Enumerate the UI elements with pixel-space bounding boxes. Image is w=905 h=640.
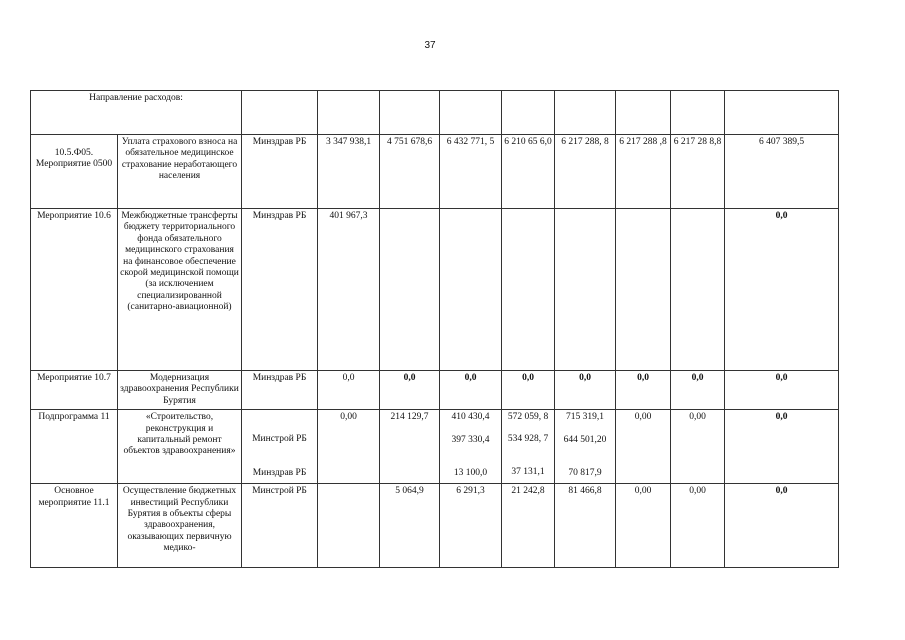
- cell-value: 0,00: [318, 410, 380, 484]
- row-name: Модернизация здравоохранения Республики Бурятия: [118, 371, 242, 410]
- spacer: [442, 446, 499, 457]
- row-id: Мероприятие 10.6: [31, 209, 118, 371]
- header-cell: [242, 91, 318, 135]
- cell-value: 0,0: [725, 209, 839, 371]
- cell-value: 401 967,3: [318, 209, 380, 371]
- cell-value: 0,00: [671, 410, 725, 484]
- header-cell: [555, 91, 616, 135]
- cell-value: 0,0: [318, 371, 380, 410]
- row-responsible: Минздрав РБ: [242, 135, 318, 209]
- cell-value-stack: [502, 410, 555, 484]
- value-minzdrav: 13 100,0: [453, 468, 488, 479]
- cell-value: [502, 209, 555, 371]
- cell-value: 6 407 389,5: [725, 135, 839, 209]
- value-minstroy: 534 928, 7: [507, 434, 549, 445]
- spacer: [557, 446, 613, 457]
- cell-value: 3 347 938,1: [318, 135, 380, 209]
- cell-value: 21 242,8: [502, 484, 555, 568]
- cell-value: 5 064,9: [380, 484, 440, 568]
- cell-value: 0,0: [725, 484, 839, 568]
- cell-value: 0,0: [616, 371, 671, 410]
- cell-value: 6 210 65 6,0: [502, 135, 555, 209]
- spacer: [557, 457, 613, 468]
- value-minzdrav: 37 131,1: [511, 467, 545, 478]
- header-cell: [671, 91, 725, 135]
- header-cell-direction: Направление расходов:: [31, 91, 242, 135]
- cell-value: 0,0: [725, 410, 839, 484]
- table-row: [31, 135, 839, 209]
- header-cell: [440, 91, 502, 135]
- cell-value: [616, 209, 671, 371]
- header-cell: [318, 91, 380, 135]
- row-name: Межбюджетные трансферты бюджету территориального фонда обязательного медицинского страхования на финансовое обеспечение скорой медицинской помощи (за исключением специализированной (санитарно-авиационной): [118, 209, 242, 371]
- cell-value: 0,0: [555, 371, 616, 410]
- cell-value: 81 466,8: [555, 484, 616, 568]
- row-name: «Строительство, реконструкция и капитальный ремонт объектов здравоохранения»: [118, 410, 242, 484]
- cell-value: 4 751 678,6: [380, 135, 440, 209]
- cell-value: [380, 209, 440, 371]
- row-responsible: Минстрой РБ: [242, 484, 318, 568]
- value-total: 715 319,1: [566, 412, 604, 423]
- row-id: Основное мероприятие 11.1: [31, 484, 118, 568]
- cell-value: 214 129,7: [380, 410, 440, 484]
- cell-value: [440, 209, 502, 371]
- value-total: 572 059, 8: [507, 412, 549, 423]
- cell-value: 6 217 288, 8: [555, 135, 616, 209]
- cell-value: 6 217 288 ,8: [616, 135, 671, 209]
- cell-value: [671, 209, 725, 371]
- row-name: Уплата страхового взноса на обязательное медицинское страхование неработающего населения: [118, 135, 242, 209]
- responsible-minzdrav: Минздрав РБ: [252, 467, 307, 478]
- cell-value: 6 432 771, 5: [440, 135, 502, 209]
- row-id: Мероприятие 10.7: [31, 371, 118, 410]
- table-row: [31, 410, 839, 484]
- header-row: [31, 91, 839, 135]
- row-name: Осуществление бюджетных инвестиций Республики Бурятия в объекты сферы здравоохранения, оказывающих первичную медико-: [118, 484, 242, 568]
- spacer: [244, 412, 315, 423]
- value-total: 410 430,4: [451, 412, 490, 423]
- row-responsible: Минздрав РБ: [242, 209, 318, 371]
- budget-table: [30, 90, 839, 568]
- cell-value: 6 291,3: [440, 484, 502, 568]
- row-responsible: Минздрав РБ: [242, 371, 318, 410]
- value-minstroy: 397 330,4: [451, 434, 490, 445]
- cell-value: 0,00: [616, 410, 671, 484]
- cell-value: [318, 484, 380, 568]
- cell-value: 0,0: [440, 371, 502, 410]
- cell-value: 6 217 28 8,8: [671, 135, 725, 209]
- cell-value: 0,00: [671, 484, 725, 568]
- spacer: [442, 457, 499, 468]
- spacer: [557, 424, 613, 435]
- page-number: 37: [424, 40, 436, 51]
- table-row: [31, 484, 839, 568]
- spacer: [244, 457, 315, 468]
- header-cell: [502, 91, 555, 135]
- cell-value: 0,0: [380, 371, 440, 410]
- header-cell: [616, 91, 671, 135]
- cell-value: 0,0: [671, 371, 725, 410]
- row-responsible: [242, 410, 318, 484]
- value-minzdrav: 70 817,9: [568, 468, 602, 479]
- spacer: [442, 424, 499, 435]
- table-row: [31, 209, 839, 371]
- header-cell: [380, 91, 440, 135]
- spacer: [244, 446, 315, 457]
- responsible-minstroy: Минстрой РБ: [252, 434, 307, 445]
- cell-value: [555, 209, 616, 371]
- cell-value: 0,0: [502, 371, 555, 410]
- cell-value-stack: [440, 410, 502, 484]
- cell-value-stack: [555, 410, 616, 484]
- row-id: Подпрограмма 11: [31, 410, 118, 484]
- spacer: [504, 456, 552, 467]
- cell-value: 0,00: [616, 484, 671, 568]
- value-minstroy: 644 501,20: [563, 434, 607, 445]
- row-id: 10.5.Ф05. Мероприятие 0500: [31, 135, 118, 209]
- table-row: [31, 371, 839, 410]
- cell-value: 0,0: [725, 371, 839, 410]
- header-cell: [725, 91, 839, 135]
- spacer: [244, 423, 315, 434]
